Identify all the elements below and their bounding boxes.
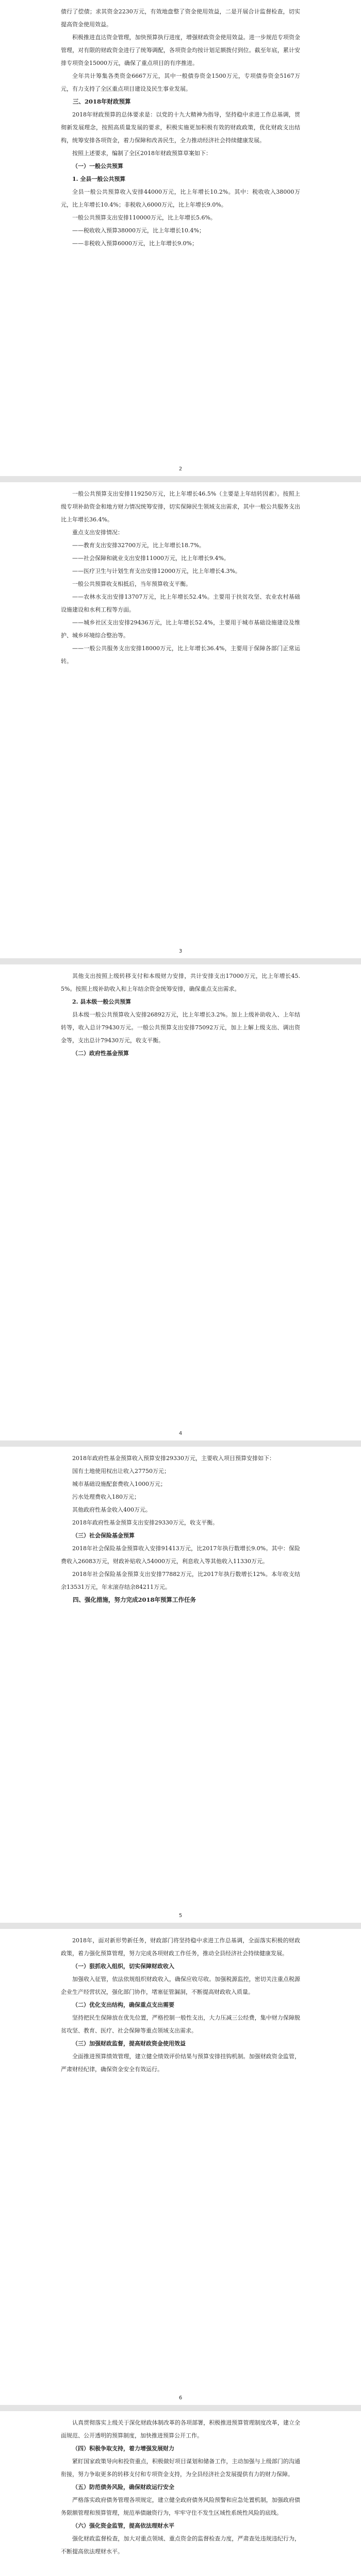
body-paragraph: 污水处理费收入180万元； bbox=[72, 1494, 140, 1500]
body-paragraph: 一般公共预算收支相抵后，当年预算收支平衡。 bbox=[72, 581, 191, 587]
body-paragraph: ——农林水支出安排13707万元，比上年增长52.4%。主要用于扶贫攻坚、农业农村基础设施建设和水利工程等方面。 bbox=[61, 594, 300, 613]
body-paragraph: 全年共计筹集各类资金6667万元，其中一般债券资金1500万元，专项债券资金5167万元，有力支持了全区重点项目建设及民生事业发展。 bbox=[61, 73, 300, 92]
page-content bbox=[61, 970, 300, 1060]
body-paragraph: ——社会保障和就业支出安排11000万元，比上年增长9.4%。 bbox=[72, 555, 229, 562]
body-paragraph: 坚持把民生保障放在优先位置，严格控制一般性支出，大力压减三公经费，集中财力保障脱贫攻坚、教育、医疗、社会保障等重点领域支出需求。 bbox=[61, 2014, 300, 2034]
body-paragraph: 2018年财政预算的总体要求是：以党的十九大精神为指导，坚持稳中求进工作总基调，贯彻新发展理念，按照高质量发展的要求，积极实施更加积极有效的财政政策，优化财政支出结构，统筹安排各项资金，着力保障和改善民生，全力推动经济社会持续健康发展。 bbox=[61, 111, 300, 144]
page-content bbox=[61, 2416, 300, 2558]
body-paragraph: 2018年政府性基金预算支出安排29330万元，收支平衡。 bbox=[72, 1519, 218, 1526]
page-content bbox=[61, 1934, 300, 2076]
body-paragraph: 城市基础设施配套费收入1000万元； bbox=[72, 1481, 166, 1487]
page-number: 4 bbox=[178, 1431, 183, 1436]
body-paragraph: 一般公共预算支出安排110000万元，比上年增长5.6%。 bbox=[72, 214, 216, 221]
body-paragraph: ——一般公共服务支出安排18000万元，比上年增长36.4%，主要用于保障各部门正常运转。 bbox=[61, 645, 300, 665]
body-paragraph: 县本级一般公共预算收入安排26892万元，比上年增长3.2%。加上上级补助收入、上年结转等，收入总计79430万元。一般公共预算支出安排75092万元，加上上解上级支出、调出资金等，支出总计79430万元，收支平衡。 bbox=[61, 1011, 300, 1044]
subsection-heading: （一）一般公共预算 bbox=[72, 163, 123, 170]
page-content bbox=[61, 487, 300, 668]
page-2 bbox=[0, 0, 361, 476]
page-4 bbox=[0, 964, 361, 1440]
section-heading: 三、2018年财政预算 bbox=[73, 98, 131, 105]
body-paragraph: 债行了偿债；求其资金2230万元，有效地盘整了资金使用效益，二是开展合计监督检查，切实提高资金使用效益。 bbox=[61, 8, 300, 28]
page-7 bbox=[0, 2411, 361, 2576]
page-number: 6 bbox=[178, 2395, 183, 2401]
body-paragraph: 国有土地使用权出让收入27750万元； bbox=[72, 1468, 170, 1475]
subsection-heading: （一）狠抓收入组织，切实保障财政收入 bbox=[72, 1963, 174, 1970]
body-paragraph: 其他支出按照上级转移支付和本级财力安排，共计安排支出17000万元，比上年增长45.5%。按照上级补助收入和上年结余资金统筹安排，确保重点支出需求。 bbox=[61, 973, 300, 992]
subsection-heading: 2. 县本级一般公共预算 bbox=[72, 998, 132, 1005]
subsection-heading: （三）加强财政监督，提高财政资金使用效益 bbox=[72, 2040, 186, 2047]
subsection-heading: （二）优化支出结构，确保重点支出需要 bbox=[72, 2002, 174, 2008]
body-paragraph: 一般公共预算支出安排119250万元，比上年增长46.5%（主要是上年结转因素）。按照上级专项补助资金和地方财力情况统筹安排，切实保障民生领域支出需求，其中一般公共服务支出比上年增长36.4%。 bbox=[61, 490, 300, 523]
body-paragraph: ——教育支出安排32700万元，比上年增长18.7%。 bbox=[72, 542, 205, 549]
subsection-heading: （四）积极争取支持，着力增强发展财力 bbox=[72, 2445, 174, 2452]
body-paragraph: 重点支出安排情况： bbox=[72, 529, 123, 536]
body-paragraph: 认真贯彻落实上级关于深化财政体制改革的各项部署，积极推进预算管理制度改革，建立全面规范、公开透明的预算制度，加快推进预算公开工作。 bbox=[61, 2419, 300, 2439]
page-6 bbox=[0, 1929, 361, 2405]
body-paragraph: 积极推进直达资金管理，加快预算执行进度，增强财政资金使用效益。进一步规范专项资金管理，对有限的财政资金进行了统筹调配，各项资金均按计划足额拨付到位。截至年底，累计安排专项资金15000万元，确保了重点项目的有序推进。 bbox=[61, 34, 300, 66]
page-number: 5 bbox=[178, 1913, 183, 1919]
page-divider bbox=[0, 476, 361, 482]
body-paragraph: 2018年，面对新形势新任务，财政部门将坚持稳中求进工作总基调，全面落实积极的财政政策，着力强化预算管理，努力完成各项财政工作任务，推动全县经济社会持续健康发展。 bbox=[61, 1937, 300, 1957]
page-divider bbox=[0, 2405, 361, 2411]
subsection-heading: 1. 全县一般公共预算 bbox=[72, 176, 126, 182]
body-paragraph: ——非税收入预算6000万元，比上年增长9.0%； bbox=[72, 240, 198, 247]
body-paragraph: 2018年政府性基金预算收入预算安排29330万元，主要收入项目预算安排如下： bbox=[72, 1455, 275, 1462]
subsection-heading: （六）强化资金监管，提高依法理财水平 bbox=[72, 2522, 174, 2529]
page-content bbox=[61, 1452, 300, 1606]
page-5 bbox=[0, 1447, 361, 1923]
body-paragraph: 其他政府性基金收入400万元。 bbox=[72, 1506, 151, 1513]
page-divider bbox=[0, 958, 361, 964]
body-paragraph: 严格落实政府债务管理各项规定，建立健全政府债务风险预警和应急处置机制，加强政府债务限额管理和预算管理，规范举债融资行为，牢牢守住不发生区域性系统性风险的底线。 bbox=[61, 2497, 300, 2516]
body-paragraph: 加强收入征管，依法依规组织财政收入，确保应收尽收。加强税源监控，密切关注重点税源企业生产经营状况，强化部门协作，堵塞征管漏洞，不断提高财政收入质量。 bbox=[61, 1976, 300, 1995]
page-number: 3 bbox=[178, 948, 183, 954]
body-paragraph: 强化财政监督检查，加大对重点领域、重点资金的监督检查力度，严肃查处违规违纪行为，不断提高依法理财水平。 bbox=[61, 2535, 300, 2555]
body-paragraph: 按照上述要求，编制了全区2018年财政预算草案如下： bbox=[72, 150, 211, 157]
page-divider bbox=[0, 1923, 361, 1929]
body-paragraph: 2018年社会保险基金预算支出安排77882万元，比2017年执行数增长12%。本年收支结余13531万元，年末滚存结余84211万元。 bbox=[61, 1571, 300, 1590]
body-paragraph: 2018年社会保险基金预算收入安排91413万元，比2017年执行数增长9.0%。其中：保险费收入26083万元，财政补贴收入54000万元，利息收入等其他收入11330万元。 bbox=[61, 1545, 300, 1565]
section-heading: 四、强化措施，努力完成2018年预算工作任务 bbox=[73, 1596, 196, 1603]
body-paragraph: ——医疗卫生与计划生育支出安排12000万元，比上年增长4.3%。 bbox=[72, 568, 241, 574]
body-paragraph: 全面推进预算绩效管理，建立健全绩效评价结果与预算安排挂钩机制。加强财政资金监管，严肃财经纪律，确保资金安全有效运行。 bbox=[61, 2053, 300, 2073]
subsection-heading: （二）政府性基金预算 bbox=[72, 1050, 129, 1057]
body-paragraph: 全县一般公共预算收入安排44000万元，比上年增长10.2%。其中：税收收入38000万元，比上年增长10.4%；非税收入6000万元，比上年增长9.0%。 bbox=[61, 189, 300, 208]
page-divider bbox=[0, 1440, 361, 1447]
page-content bbox=[61, 5, 300, 250]
body-paragraph: ——城乡社区支出安排29436万元，比上年增长52.4%，主要用于城市基础设施建设及维护、城乡环境综合整治等。 bbox=[61, 619, 300, 639]
body-paragraph: 紧盯国家政策导向和投资重点，积极做好项目谋划和储备工作，主动加强与上级部门的沟通衔接，努力争取更多的转移支付和专项资金支持，为全县经济社会发展提供有力的财力保障。 bbox=[61, 2458, 300, 2478]
page-number: 2 bbox=[178, 466, 183, 472]
body-paragraph: ——税收收入预算38000万元，比上年增长10.4%； bbox=[72, 227, 205, 234]
page-3 bbox=[0, 482, 361, 958]
subsection-heading: （三）社会保险基金预算 bbox=[72, 1532, 135, 1539]
subsection-heading: （五）防范债务风险，确保财政运行安全 bbox=[72, 2484, 174, 2490]
